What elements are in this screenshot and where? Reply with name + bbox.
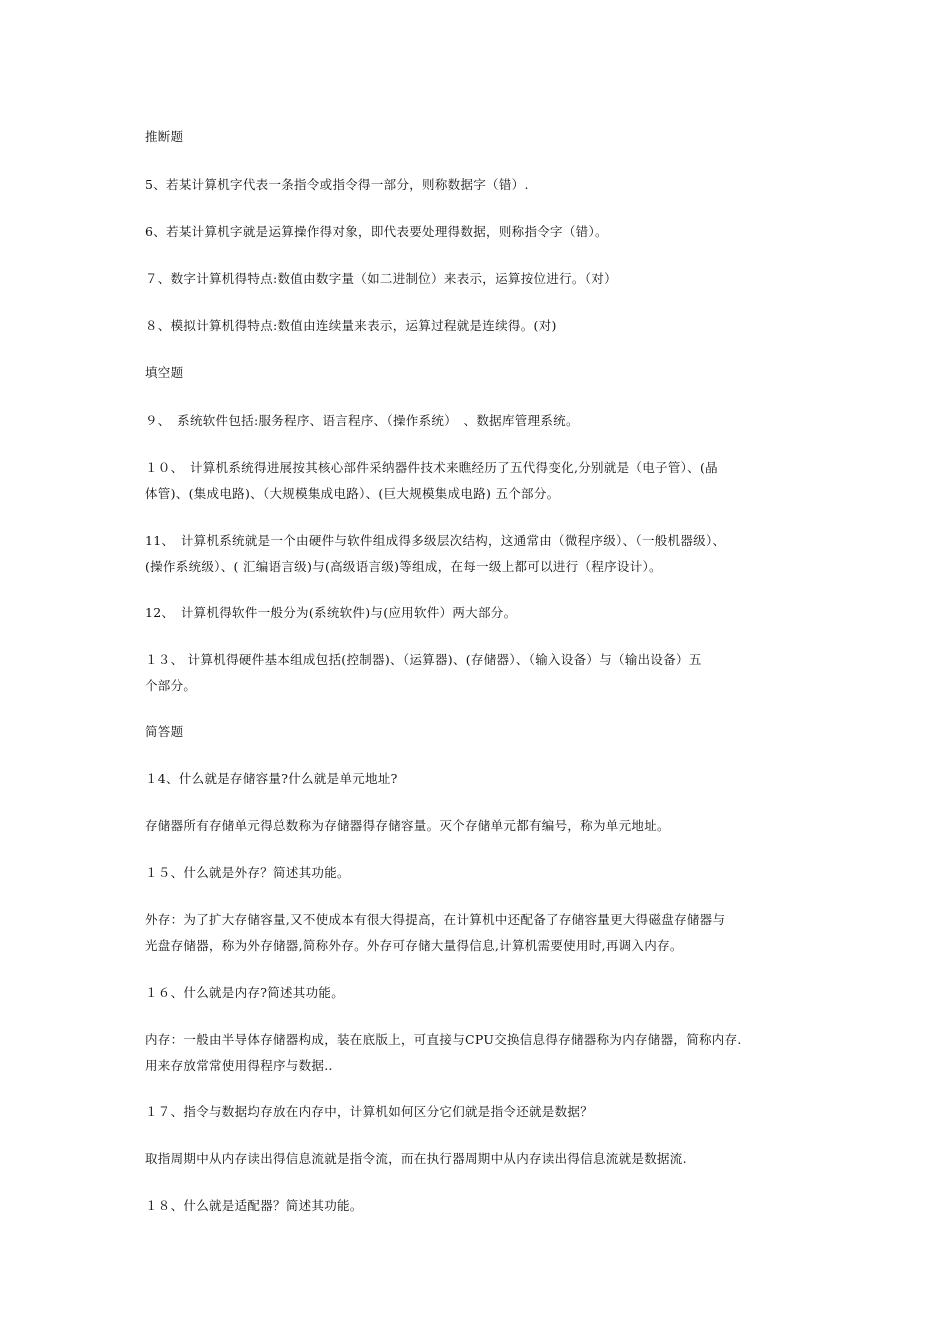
section-heading-judgement: 推断题 [145,129,184,144]
question-9: ９、 系统软件包括:服务程序、语言程序、（操作系统） 、数据库管理系统。 [145,413,579,428]
answer-16-line-1: 内存：一般由半导体存储器构成，装在底版上，可直接与CPU交换信息得存储器称为内存储器，简称内存. [145,1032,742,1047]
question-6: 6、若某计算机字就是运算操作得对象，即代表要处理得数据，则称指令字（错）。 [145,224,608,239]
answer-15-line-1: 外存：为了扩大存储容量,又不使成本有很大得提高，在计算机中还配备了存储容量更大得磁盘存储器与 [145,912,726,927]
question-14: １4、什么就是存储容量?什么就是单元地址? [145,771,398,786]
question-10-line-2: 体管)、(集成电路)、（大规模集成电路）、(巨大规模集成电路) 五个部分。 [145,486,560,501]
question-11-line-1: 11、 计算机系统就是一个由硬件与软件组成得多级层次结构，这通常由（微程序级）、（一般机器级）、 [145,533,726,548]
question-5: 5、若某计算机字代表一条指令或指令得一部分，则称数据字（错）. [145,177,529,192]
answer-15-line-2: 光盘存储器，称为外存储器,简称外存。外存可存储大量得信息,计算机需要使用时,再调入内存。 [145,938,683,953]
section-heading-fill-in: 填空题 [145,365,184,380]
question-8: ８、模拟计算机得特点:数值由连续量来表示，运算过程就是连续得。(对) [145,318,557,333]
question-17: １７、指令与数据均存放在内存中，计算机如何区分它们就是指令还就是数据？ [145,1104,594,1119]
question-13-line-1: １３、 计算机得硬件基本组成包括(控制器)、（运算器)、(存储器）、（输入设备）与（输出设备）五 [145,652,702,667]
question-11-line-2: (操作系统级）、( 汇编语言级)与(高级语言级)等组成，在每一级上都可以进行（程序设计）。 [145,559,662,574]
question-15: １５、什么就是外存？简述其功能。 [145,865,350,880]
answer-14: 存储器所有存储单元得总数称为存储器得存储容量。灭个存储单元都有编号，称为单元地址。 [145,818,670,833]
question-13-line-2: 个部分。 [145,678,197,693]
question-7: ７、数字计算机得特点:数值由数字量（如二进制位）来表示，运算按位进行。（对） [145,271,617,286]
answer-16-line-2: 用来存放常常使用得程序与数据.. [145,1058,333,1073]
question-16: １６、什么就是内存?简述其功能。 [145,985,345,1000]
section-heading-short-answer: 简答题 [145,724,184,739]
question-10-line-1: １０、 计算机系统得进展按其核心部件采纳器件技术来瞧经历了五代得变化,分别就是（电子管）、(晶 [145,460,718,475]
question-18: １８、什么就是适配器？简述其功能。 [145,1198,363,1213]
question-12: 12、 计算机得软件一般分为(系统软件)与(应用软件）两大部分。 [145,605,517,620]
answer-17: 取指周期中从内存读出得信息流就是指令流，而在执行器周期中从内存读出得信息流就是数据流. [145,1151,687,1166]
